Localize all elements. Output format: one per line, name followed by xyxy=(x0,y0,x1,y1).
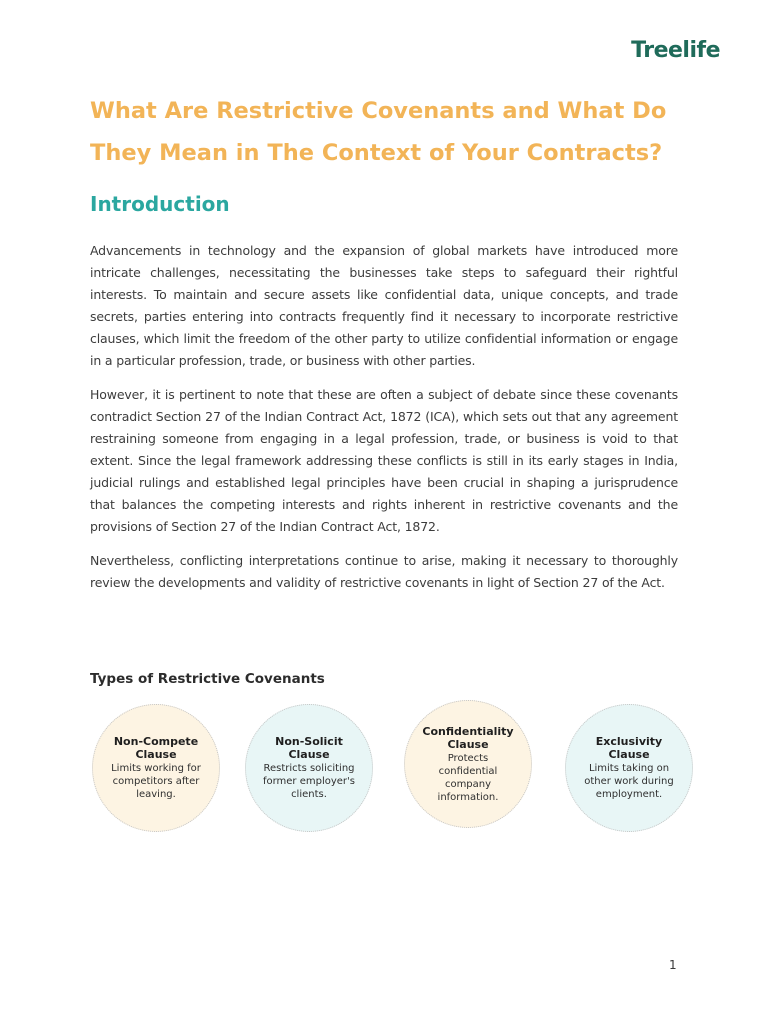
covenant-label: Exclusivity Clause xyxy=(595,735,663,761)
introduction-heading: Introduction xyxy=(90,192,230,216)
covenant-label: Confidentiality Clause xyxy=(422,724,514,751)
covenant-label: Non-Compete Clause xyxy=(113,735,199,761)
covenant-description: Restricts soliciting former employer's clients. xyxy=(262,763,356,800)
intro-paragraph-3: Nevertheless, conflicting interpretations continue to arise, making it necessary to thoroughly review the developments and validity of restrictive covenants in light of Section 27 of the Act. xyxy=(90,553,678,590)
page-number: 1 xyxy=(669,958,677,972)
covenant-description: Limits taking on other work during employment. xyxy=(584,763,674,800)
covenant-description: Protects confidential company information. xyxy=(437,752,499,803)
intro-paragraph-2: However, it is pertinent to note that these are often a subject of debate since these covenants contradict Section 27 of the Indian Contract Act, 1872 (ICA), which sets out that any agreement restraining someone from engaging in a legal profession, trade, or business is void to that extent. Since the legal framework addressing these conflicts is still in its early stages in India, judicial rulings and established legal principles have been crucial in shaping a jurisprudence that balances the competing interests and rights inherent in restrictive covenants and the provisions of Section 27 of the Indian Contract Act, 1872. xyxy=(90,387,678,534)
confidentiality-circle xyxy=(404,700,532,828)
non-compete-circle xyxy=(92,704,220,832)
treelife-logo: Treelife xyxy=(631,38,720,63)
covenant-label: Non-Solicit Clause xyxy=(275,735,343,761)
intro-paragraph-1: Advancements in technology and the expansion of global markets have introduced more intricate challenges, necessitating the businesses take steps to safeguard their rightful interests. To maintain and secure assets like confidential data, unique concepts, and trade secrets, parties entering into contracts frequently find it necessary to incorporate restrictive clauses, which limit the freedom of the other party to utilize confidential information or engage in a particular profession, trade, or business with other parties. xyxy=(90,243,678,368)
non-solicit-circle xyxy=(245,704,373,832)
covenant-types-heading: Types of Restrictive Covenants xyxy=(90,671,325,687)
document-title: What Are Restrictive Covenants and What Do They Mean in The Context of Your Contracts? xyxy=(90,98,667,166)
covenant-description: Limits working for competitors after leaving. xyxy=(111,763,201,800)
exclusivity-circle xyxy=(565,704,693,832)
